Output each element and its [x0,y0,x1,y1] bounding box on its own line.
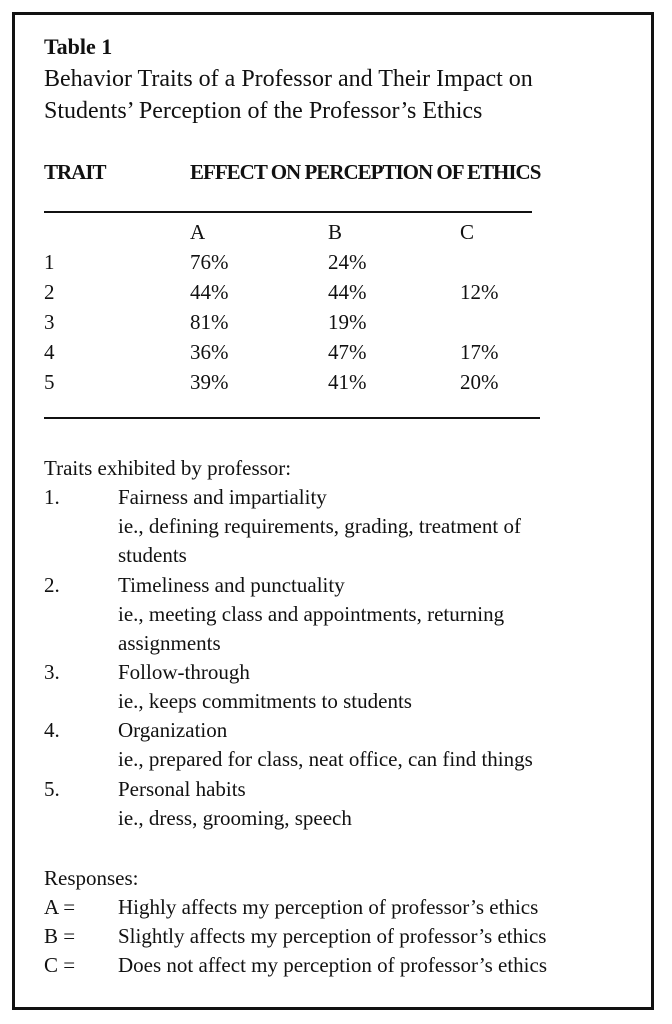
trait-detail: ie., defining requirements, grading, treatment of [118,514,521,538]
trait-detail: ie., meeting class and appointments, returning [118,602,505,626]
row-trait: 3 [44,310,55,334]
column-header-effect: EFFECT ON PERCEPTION OF ETHICS [190,160,541,184]
row-value-c: 20% [460,370,499,394]
response-key: A = [44,895,76,919]
trait-name: Organization [118,718,228,742]
response-key: C = [44,953,76,977]
trait-name: Fairness and impartiality [118,485,327,509]
traits-heading: Traits exhibited by professor: [44,456,292,480]
response-text: Highly affects my perception of professor’s ethics [118,895,539,919]
trait-number: 4. [44,718,60,742]
trait-detail-continued: students [118,543,187,567]
table-bottom-rule [44,417,540,419]
trait-detail: ie., prepared for class, neat office, can find things [118,747,533,771]
row-value-b: 24% [328,250,367,274]
trait-number: 2. [44,573,60,597]
response-text: Does not affect my perception of professor’s ethics [118,953,548,977]
responses-heading: Responses: [44,866,139,890]
trait-number: 3. [44,660,60,684]
row-value-c: 12% [460,280,499,304]
row-value-a: 36% [190,340,229,364]
row-value-a: 44% [190,280,229,304]
table-top-rule [44,211,532,213]
row-trait: 2 [44,280,55,304]
response-text: Slightly affects my perception of professor’s ethics [118,924,547,948]
row-value-b: 47% [328,340,367,364]
row-value-a: 76% [190,250,229,274]
trait-detail: ie., dress, grooming, speech [118,806,352,830]
trait-number: 5. [44,777,60,801]
row-value-a: 39% [190,370,229,394]
subheader-a: A [190,220,206,244]
response-key: B = [44,924,76,948]
subheader-c: C [460,220,475,244]
row-value-b: 44% [328,280,367,304]
row-trait: 5 [44,370,55,394]
row-value-a: 81% [190,310,229,334]
column-header-trait: TRAIT [44,160,106,184]
row-value-b: 19% [328,310,367,334]
table-title-line-1: Behavior Traits of a Professor and Their Impact on [44,66,533,92]
trait-detail-continued: assignments [118,631,221,655]
trait-number: 1. [44,485,60,509]
table-label: Table 1 [44,34,113,59]
subheader-b: B [328,220,343,244]
trait-name: Timeliness and punctuality [118,573,345,597]
row-trait: 1 [44,250,55,274]
row-value-b: 41% [328,370,367,394]
table-title-line-2: Students’ Perception of the Professor’s Ethics [44,98,483,124]
trait-name: Follow-through [118,660,250,684]
row-trait: 4 [44,340,55,364]
trait-detail: ie., keeps commitments to students [118,689,412,713]
trait-name: Personal habits [118,777,246,801]
row-value-c: 17% [460,340,499,364]
